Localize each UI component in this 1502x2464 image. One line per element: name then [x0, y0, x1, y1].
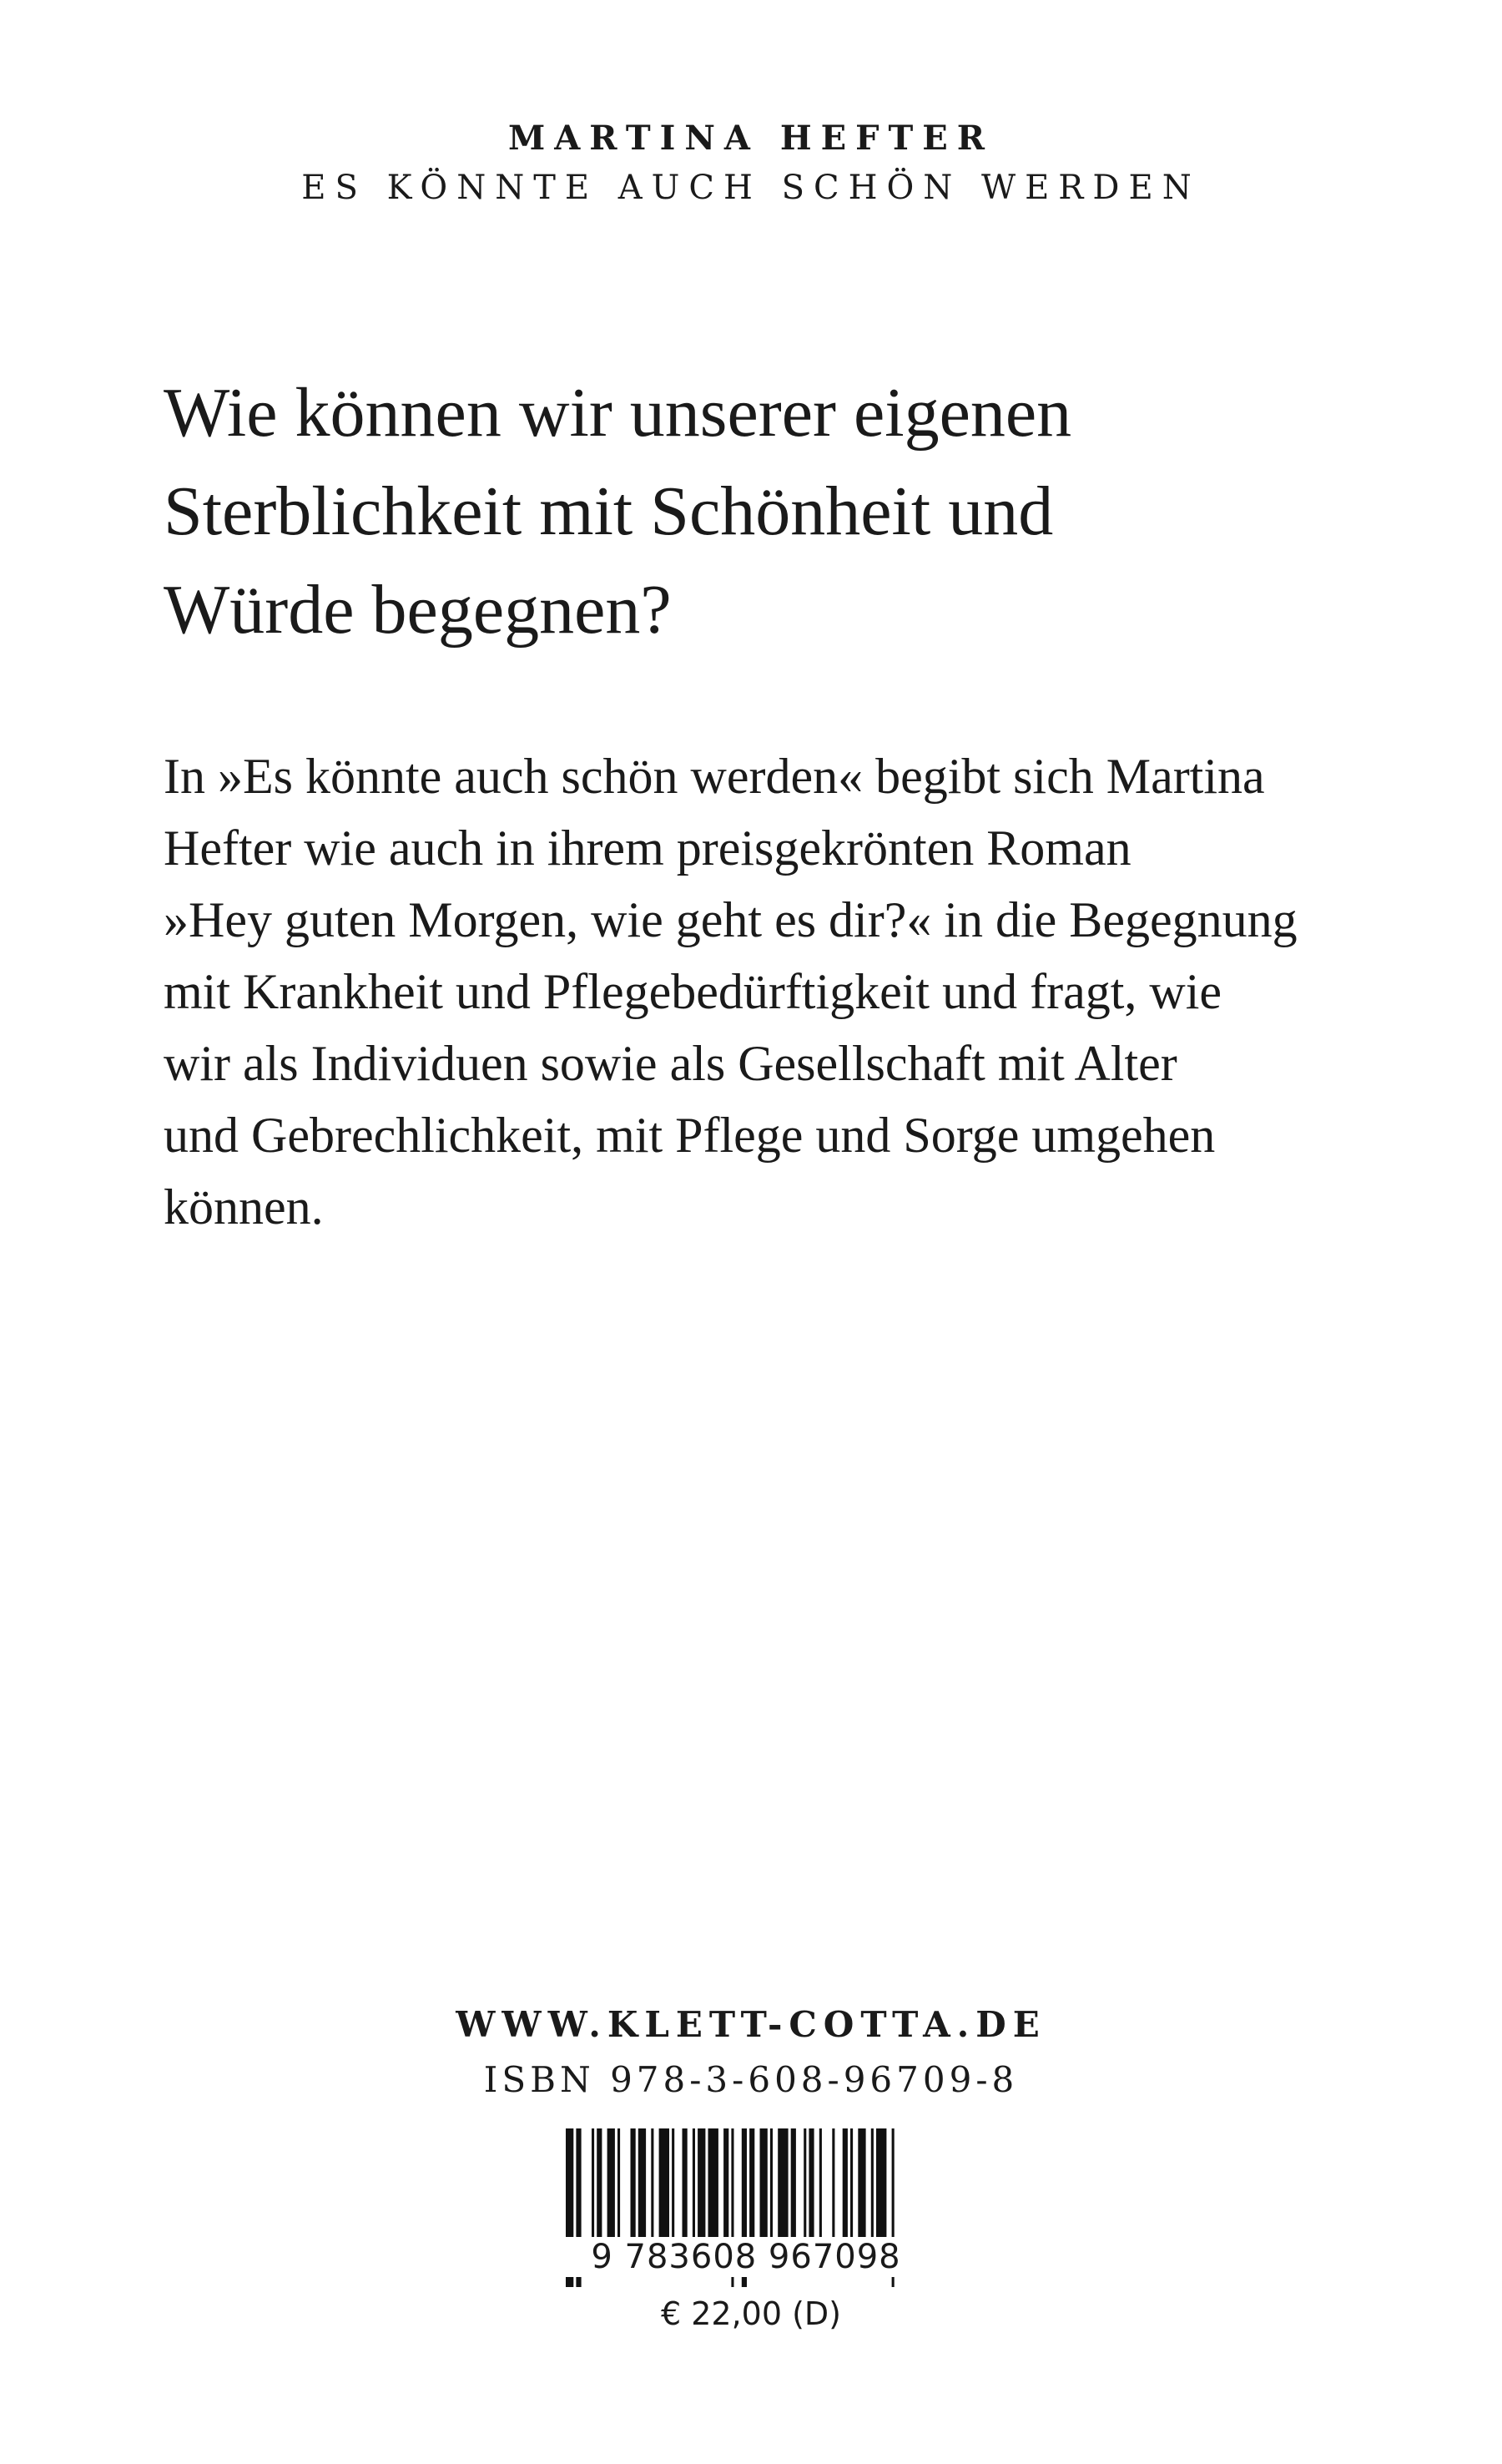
barcode-bar	[597, 2128, 602, 2254]
question-line: Sterblichkeit mit Schönheit und	[164, 472, 1054, 550]
barcode-bar	[832, 2128, 834, 2254]
barcode-bar	[809, 2128, 814, 2254]
barcode-bar	[778, 2128, 788, 2254]
barcode-bar	[791, 2128, 796, 2254]
barcode-bar	[651, 2128, 653, 2254]
barcode-bar	[592, 2128, 594, 2254]
question-line: Wie können wir unserer eigenen	[164, 374, 1072, 452]
barcode-bar	[708, 2128, 718, 2254]
barcode-bar	[659, 2128, 669, 2254]
barcode-digits: 9 783608 967098	[542, 2237, 950, 2277]
blurb-line: mit Krankheit und Pflegebedürftigkeit und fragt, wie	[164, 964, 1222, 1019]
book-title: ES KÖNNTE AUCH SCHÖN WERDEN	[301, 169, 1201, 207]
barcode-bar	[749, 2128, 754, 2254]
question-line: Würde begegnen?	[164, 571, 672, 649]
blurb-line: und Gebrechlichkeit, mit Pflege und Sorge umgehen	[164, 1108, 1216, 1163]
price: € 22,00 (D)	[660, 2295, 842, 2332]
blurb-text	[164, 740, 1382, 1243]
blurb-line: können.	[164, 1179, 324, 1235]
barcode-bar	[770, 2128, 773, 2254]
barcode-bar	[631, 2128, 636, 2254]
barcode-bar	[876, 2128, 886, 2254]
barcode-bar	[607, 2128, 615, 2254]
barcode-bar	[871, 2128, 874, 2254]
blurb-line: »Hey guten Morgen, wie geht es dir?« in die Begegnung	[164, 892, 1298, 947]
barcode-bar	[850, 2128, 853, 2254]
barcode-bar	[843, 2128, 848, 2254]
barcode-bar	[638, 2128, 646, 2254]
barcode-bar	[698, 2128, 705, 2254]
blurb-line: Hefter wie auch in ihrem preisgekrönten Roman	[164, 820, 1132, 876]
author-name: MARTINA HEFTER	[507, 119, 995, 158]
barcode-bar	[804, 2128, 806, 2254]
barcode-bar	[672, 2128, 674, 2254]
barcode-bar	[683, 2128, 688, 2254]
barcode-bar	[760, 2128, 768, 2254]
publisher-footer	[0, 2000, 1502, 2105]
barcode-bar	[723, 2128, 728, 2254]
isbn-number: ISBN 978-3-608-96709-8	[483, 2059, 1019, 2100]
back-cover-header	[0, 117, 1502, 212]
blurb-line: wir als Individuen sowie als Gesellschaft mit Alter	[164, 1036, 1177, 1091]
headline-question	[164, 364, 1382, 659]
barcode-bar	[617, 2128, 620, 2254]
barcode-bar	[858, 2128, 865, 2254]
publisher-website: WWW.KLETT-COTTA.DE	[456, 2004, 1046, 2045]
blurb-line: In »Es könnte auch schön werden« begibt sich Martina	[164, 749, 1265, 804]
barcode-bar	[819, 2128, 822, 2254]
barcode-bar	[693, 2128, 695, 2254]
